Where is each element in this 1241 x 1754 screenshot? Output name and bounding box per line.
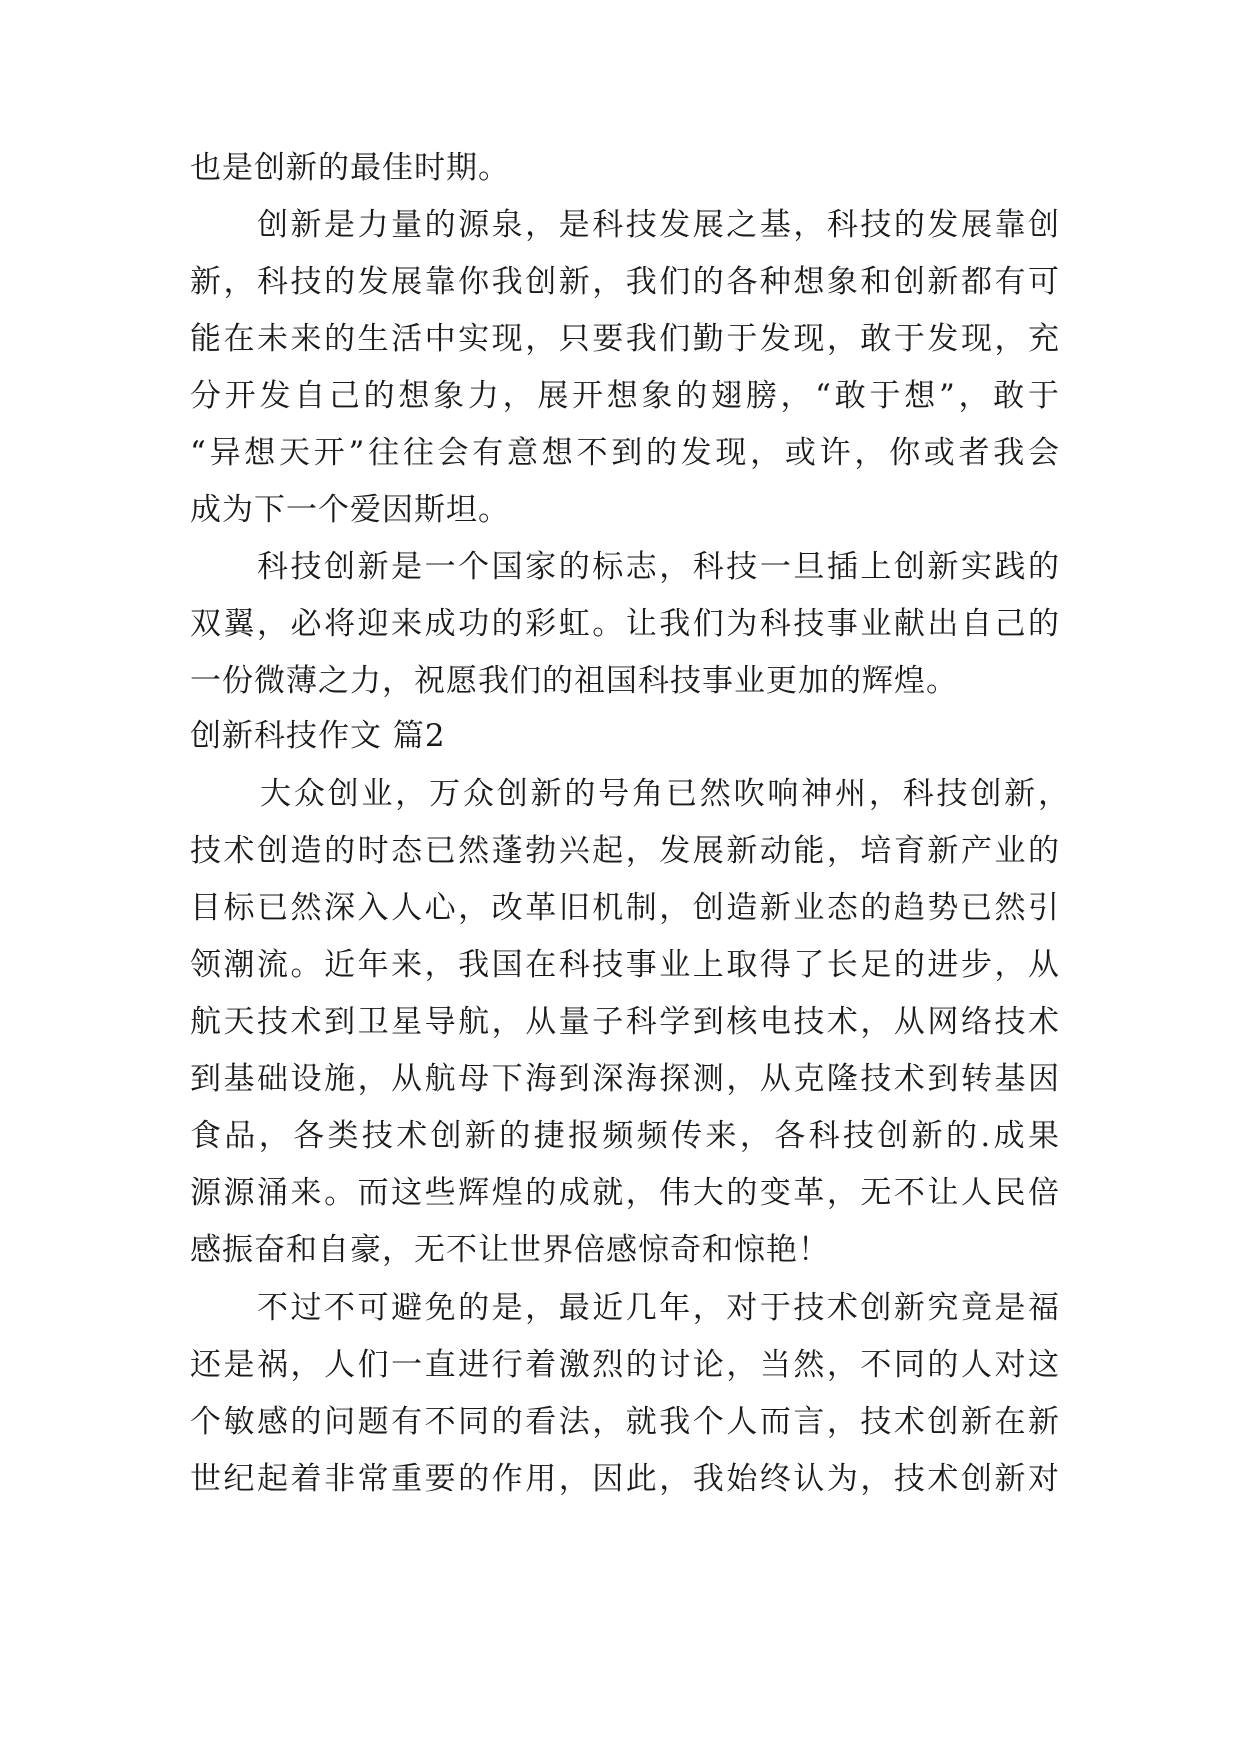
text-line: 航天技术到卫星导航，从量子科学到核电技术，从网络技术: [190, 1004, 1060, 1040]
section-heading: 创新科技作文 篇2: [190, 718, 446, 754]
text-line: 也是创新的最佳时期。: [190, 150, 510, 186]
paragraph-first-line: 创新是力量的源泉，是科技发展之基，科技的发展靠创: [257, 207, 1060, 243]
text-line: 分开发自己的想象力，展开想象的翅膀，“敢于想”，敢于: [190, 378, 1060, 414]
text-line: 领潮流。近年来，我国在科技事业上取得了长足的进步，从: [190, 947, 1060, 983]
text-line: 还是祸，人们一直进行着激烈的讨论，当然，不同的人对这: [190, 1347, 1060, 1383]
text-line: 双翼，必将迎来成功的彩虹。让我们为科技事业献出自己的: [190, 606, 1060, 642]
text-line: 世纪起着非常重要的作用，因此，我始终认为，技术创新对: [190, 1461, 1060, 1497]
text-line: 新，科技的发展靠你我创新，我们的各种想象和创新都有可: [190, 264, 1060, 300]
text-line: 感振奋和自豪，无不让世界倍感惊奇和惊艳！: [190, 1232, 830, 1268]
text-line: 能在未来的生活中实现，只要我们勤于发现，敢于发现，充: [190, 321, 1060, 357]
text-line: 一份微薄之力，祝愿我们的祖国科技事业更加的辉煌。: [190, 663, 958, 699]
text-line: 技术创造的时态已然蓬勃兴起，发展新动能，培育新产业的: [190, 833, 1060, 869]
paragraph-first-line: 大众创业，万众创新的号角已然吹响神州，科技创新，: [260, 776, 1070, 812]
paragraph-first-line: 科技创新是一个国家的标志，科技一旦插上创新实践的: [257, 549, 1060, 585]
text-line: “异想天开”往往会有意想不到的发现，或许，你或者我会: [190, 435, 1060, 471]
paragraph-first-line: 不过不可避免的是，最近几年，对于技术创新究竟是福: [257, 1290, 1060, 1326]
text-line: 目标已然深入人心，改革旧机制，创造新业态的趋势已然引: [190, 890, 1060, 926]
text-line: 到基础设施，从航母下海到深海探测，从克隆技术到转基因: [190, 1061, 1060, 1097]
text-line: 个敏感的问题有不同的看法，就我个人而言，技术创新在新: [190, 1404, 1060, 1440]
text-line: 成为下一个爱因斯坦。: [190, 492, 510, 528]
text-line: 源源涌来。而这些辉煌的成就，伟大的变革，无不让人民倍: [190, 1175, 1060, 1211]
text-line: 食品，各类技术创新的捷报频频传来，各科技创新的.成果: [190, 1118, 1060, 1154]
